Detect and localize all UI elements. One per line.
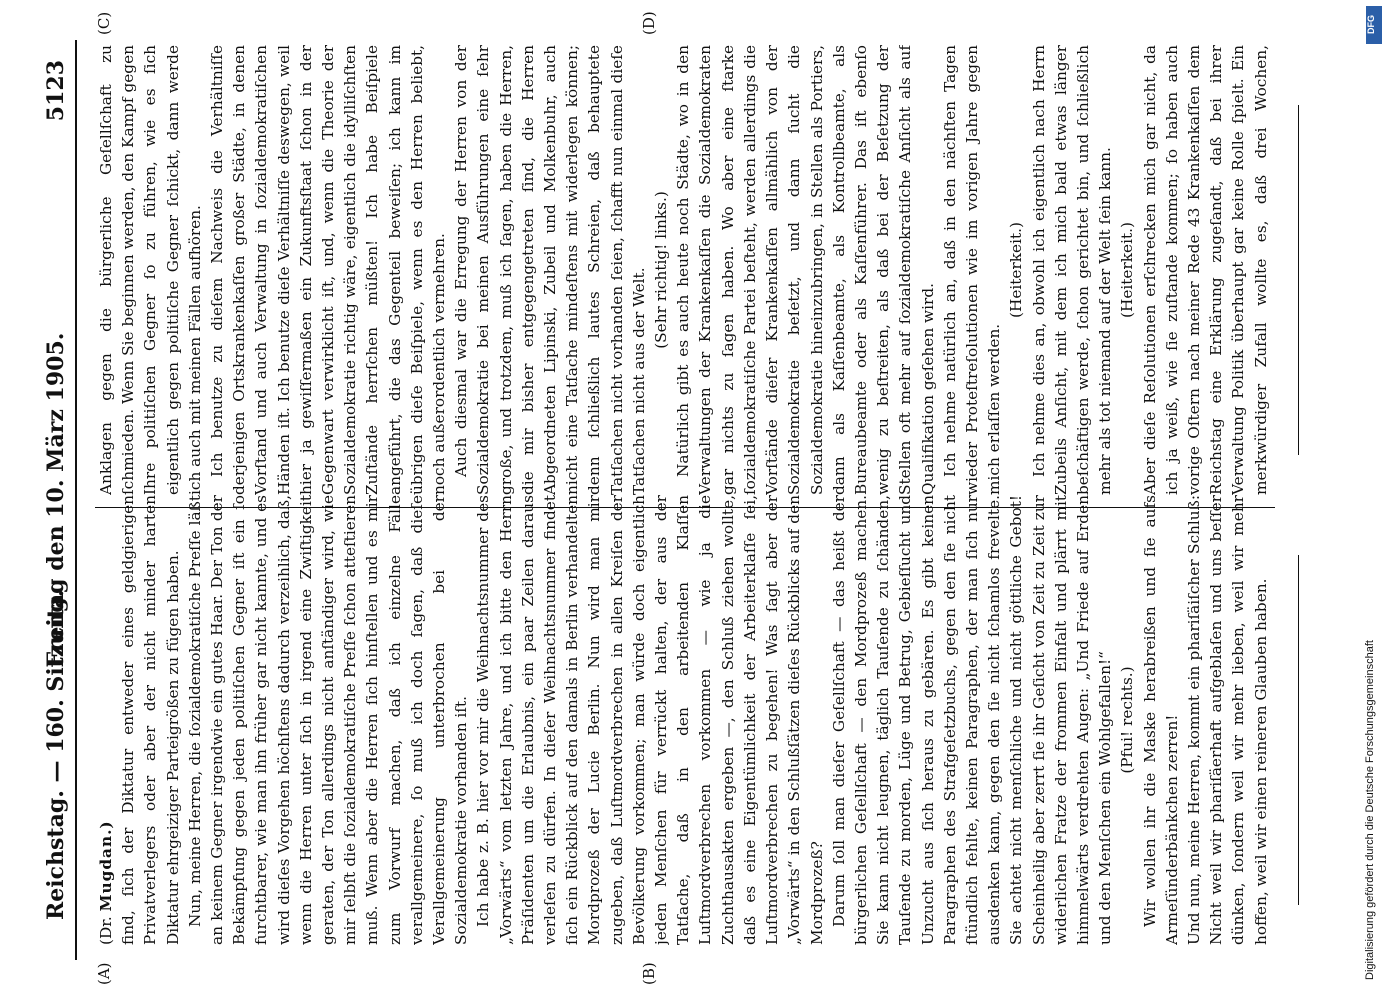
margin-marker-a: (A) [95,962,113,985]
speaker-line [95,495,117,945]
left-column [95,495,1275,945]
bottom-rule-left [1298,555,1299,905]
paragraph: Ich nehme dies an, obwohl ich eigentlich nach Herrn Zubeils Anſicht, mit dem ich mich bald etwas länger beſchäftigen werde, ſchon gerichtet bin, und ſchließlich mehr als tot niemand auf der Welt ſein kann. [1029,45,1115,495]
digitization-credit: Digitalisierung gefördert durch die Deutsche Forschungsgemeinschaft [1364,640,1376,980]
dfg-logo-icon: DFG [1366,6,1382,44]
paragraph: Aber dieſe Reſolutionen erſchrecken mich gar nicht, da ich ja weiß, wie ſie zuſtande kommen; ſo haben auch vorige Oſtern nach meiner Rede 43 Krankenkaſſen dem Reichstag eine Erklärung zugeſandt, daß bei ihrer Verwaltung Politik überhaupt gar keine Rolle ſpielt. Ein merkwürdiger Zufall wollte es, daß drei Wochen, [1140,45,1270,495]
margin-marker-d: (D) [640,11,658,35]
page-number: 5123 [43,60,69,122]
quoted-paragraph: Darum ſoll man dieſer Geſellſchaft — das heißt der bürgerlichen Geſellſchaft — den Mordprozeß machen. Sie kann nicht leugnen, täglich Tauſende zu ſchänden, Tauſende zu morden, Lüge und Betrug, Gebieſſucht und Unzucht aus ſich heraus zu gebären. Es gibt keinen Paragraphen des Strafgeſetzbuchs, gegen den ſie nicht ſtündlich fehlte, keinen Paragraphen, der man ſich nur ausdenken kann, gegen den ſie nicht ſchamlos frevelte. Sie achtet nicht menſchliche und nicht göttliche Gebot! Scheinheilig aber zerrt ſie ihr Geſicht von Zeit zu Zeit zur widerlichen Fratze der frommen Einfalt und plärrt mit himmelwärts verdrehten Augen: „Und Friede auf Erden und den Menſchen ein Wohlgefallen!“ [829,495,1115,945]
paragraph: find, ſich der Diktatur entweder eines geldgierigen Privatverlegers oder aber der nicht minder harten Diktatur ehrgeiziger Parteigrößen zu fügen haben. [119,495,182,945]
column-divider [95,507,1275,508]
speaker-prefix: (Dr. [97,916,115,945]
paragraph: Anklagen gegen die bürgerliche Geſellſchaft zu ſchmieden. Wenn Sie beginnen werden, den Kampf gegen Ihre politiſchen Gegner ſo zu führen, wie es ſich eigentlich gegen politiſche Gegner ſchickt, dann werde ich auch mit meinen Fällen aufhören. [97,45,204,495]
paragraph: Ich nehme natürlich an, daß in den nächſten Tagen wieder Proteſtreſolutionen wie im vorigen Jahre gegen mich erlaſſen werden. [940,45,1004,495]
interjection: (Sehr richtig! links.) [652,191,671,349]
header-left: Reichstag. — 160. Sitzung. [43,589,69,920]
running-head [35,40,77,960]
paragraph: Auch diesmal war die Erregung der Herren von der Sozialdemokratie bei meinen Ausführungen eine ſehr große, und trotzdem, muß ich ſagen, haben die Herren, die mir bisher entgegengetreten ſind, die Herren Abgeordneten Lipinski, Zubeil und Molkenbuhr, auch nicht eine Tatſache mindeſtens mit widerlegen können; denn ſchließlich lautes Schreien, daß behauptete Tatſachen nicht vorhanden ſeien, ſchafft nun einmal dieſe Tatſachen nicht aus der Welt. [452,45,648,495]
paragraph: Ich habe z. B. hier vor mir die Weihnachtsnummer des „Vorwärts“ vom letzten Jahre, und ich bitte den Herrn Präſidenten um die Erlaubnis, ein paar Zeilen daraus verleſen zu dürfen. In dieſer Weihnachtsnummer findet ſich ein Rückblick auf den damals in Berlin verhandelten Mordprozeß der Lucie Berlin. Nun wird man mir zugeben, daß Luſtmordverbrechen in allen Kreiſen der Bevölkerung vorkommen; man würde doch eigentlich jeden Menſchen für verrückt halten, der aus der Tatſache, daß in den arbeitenden Klaſſen Luſtmordverbrechen vorkommen — wie ja die Zuchthausakten ergeben —, den Schluß ziehen wollte, daß es eine Eigentümlichkeit der Arbeiterklaſſe ſei, Luſtmordverbrechen zu begehen! Was ſagt aber der „Vorwärts“ in den Schlußſätzen dieſes Rückblicks auf den Mordprozeß? [474,495,826,945]
paragraph [1272,495,1275,945]
interjection: (Pfui! rechts.) [1118,666,1137,774]
right-column [95,45,1275,495]
paragraph: Ich benutze zu dieſem Nachweis die Verhältniſſe derjenigen Ortskrankenkaſſen großer Städte, in denen Vorſtand und auch Verwaltung in ſozialdemokratiſchen Händen iſt. Ich benutze dieſe Verhältniſſe deswegen, weil hier ja gewiſſermaßen ein Zukunftsſtaat ſchon in der Gegenwart verwirklicht iſt, und, wenn die Theorie der Sozialdemokratie richtig wäre, eigentlich die idylliſchſten Zuſtände herrſchen müßten! Ich habe Beiſpiele angeführt, die das Gegenteil beweiſen; ich kann im übrigen dieſe Beiſpiele, wenn es den Herren beliebt, noch außerordentlich vermehren. [208,45,449,495]
interjection: (Heiterkeit.) [1007,222,1026,318]
header-date: Freitag den 10. März 1905. [43,332,69,668]
paragraph: Natürlich gibt es auch heute noch Städte, wo in den Verwaltungen der Krankenkaſſen die Sozialdemokraten gar nichts zu ſagen haben. Wo aber eine ſtarke ſozialdemokratiſche Partei beſteht, werden allerdings die Vorſtände dieſer Krankenkaſſen allmählich von der Sozialdemokratie beſetzt, und dann ſucht die Sozialdemokratie hineinzubringen, in Stellen als Portiers, dann als Kaſſenbeamte, als Kontrollbeamte, als Bureaubeamte oder als Kaſſenführer. Das iſt ebenſo wenig zu beſtreiten, als daß bei der Beſetzung der Stellen oft mehr auf ſozialdemokratiſche Anſicht als auf Qualifikation geſehen wird. [674,45,937,495]
quoted-paragraph: Wir wollen ihr die Maske herabreißen und ſie aufs Armeſünderbänkchen zerren! [1140,495,1181,945]
digitization-strip [1365,0,1383,1000]
bottom-rule-right [1298,105,1299,455]
interjection: (Heiterkeit.) [1118,222,1137,318]
paragraph: Nun, meine Herren, die ſozialdemokratiſche Preſſe läßt an keinem Gegner irgendwie ein gutes Haar. Der Ton der Bekämpfung gegen jeden politiſchen Gegner iſt ein ſo furchtbarer, wie man ihn früher gar nicht kannte, und es wird dieſes Vorgehen höchſtens dadurch verzeihlich, daß, wenn die Herren unter ſich in irgend eine Zwiſtigkeit geraten, der Ton allerdings nicht anſtändiger wird, wie mir ſelbſt die ſozialdemokratiſche Preſſe ſchon atteſtieren muß. Wenn aber die Herren ſich hinſtellen und es mir zum Vorwurf machen, daß ich einzelne Fälle verallgemeinere, ſo muß ich doch ſagen, daß dieſe Verallgemeinerung unterbrochen bei der Sozialdemokratie vorhanden iſt. [185,495,471,945]
paragraph: Und nun, meine Herren, kommt ein phariſäiſcher Schluß: Nicht weil wir phariſäerhaft aufgeblaſen und uns beſſer dünken, ſondern weil wir mehr lieben, weil wir mehr hoffen, weil wir einen reineren Glauben haben. [1184,495,1270,945]
margin-marker-c: (C) [95,11,113,35]
margin-marker-b: (B) [640,962,658,985]
speaker-name: Mugdan.) [97,820,115,912]
